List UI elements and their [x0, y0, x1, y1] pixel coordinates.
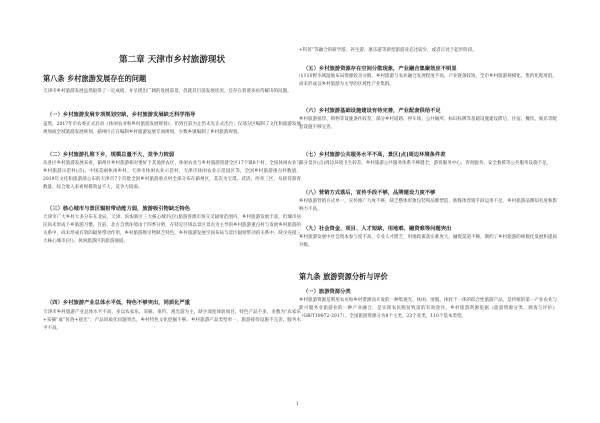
issue-5-title: （五）乡村旅游资源存在空间分散现象，产业融合集聚效应不明显: [303, 66, 457, 72]
issue-1-body: 虽然，2017年市农委正式启动《休闲农业和乡村旅游发展规划》，但到目前为止仍未见正式出台；仅部分区编制了文化和旅游发展规划或全域旅游发展规划，蓟州区正在编制乡村旅游发展专项规划，少数乡镇编制了乡村旅游规划。: [43, 122, 301, 136]
issue-4-body: 天津市乡村旅游产业总体水平不高，多以农家乐、采摘、垂钓、观光游为主，缺少深度体验项目，特色产品不多，多数为“农家乐+采摘”或“民俗+观光”，产品同质化问题突出，乡村特色文化挖掘不够。乡村旅游产品类型单一，旅游接待设施不完善，服务水平不高。: [43, 310, 301, 332]
issue-5-body: 山川田野水域湿地布局资源较为分散，乡村旅游与农业融合发展程度不高，产业链条较短，全市乡村旅游规模化、集约化程度低，尚未形成以乡村旅游为主导的区域性产业集群。: [299, 74, 557, 88]
issue-1-title: （一）乡村旅游发展专项规划空缺，乡村旅游发展缺乏科学指导: [47, 112, 196, 118]
continued-paragraph: +科普”等融合的研学游、养生游、康乐游等新型旅游业态比较少，或者正处于起步阶段。: [299, 48, 477, 53]
issue-7-body: 部分景区(点)周边环境卫生较差，乡村旅游公共服务体系不够健全，游客服务中心、咨询服务、安全救援等公共服务设施不足。: [299, 161, 552, 166]
issue-8-body: 乡村旅游营销方式单一，宣传推广力度不够，缺乏整体形象包装和品牌塑造，新媒体营销手段运用不足，乡村旅游品牌知名度和影响力不高。: [299, 199, 557, 213]
issue-6-title: （六）乡村旅游基础设施建设有待完善，产业配套供给不足: [303, 108, 441, 114]
issue-3-body: 天津市广大乡村大多分布在北辰、天津、滨海新区三大核心城市(区)旅游客源市场交叉辐射范围内，乡村旅游发展丰富，但城市居民尚未形成下乡旅游习惯。目前，北方自然环境由于四季分明，在特定区域以景区景点为主导的乡村旅游重点村与发展乡村旅游的关系中，尚未形成有效的辐射带动作用，乡村旅游吸引物缺乏特色。乡村旅游发展空间布局与景区辐射带动的关系中，缺少连接三大核心城市(区)、休闲旅游区的旅游通道。: [43, 215, 301, 245]
issue-7-title: （七）乡村旅游公共服务水平不高，景区(点)周边环境条件差: [303, 152, 446, 158]
issue-9-title: （九）社会资金、项目、人才短缺，用地难、融资难等问题突出: [303, 226, 452, 232]
resource-classification-body: 乡村旅游资源是利用农业和乡村资源而开发的一种集观光、休闲、度假、体验于一体的综合性旅游产品，是传统的第一产业农业与新兴服务业旅游业的一种产业融合，是实现农民脱贫致富的有效途径。乡村旅游资源依据《旅游资源分类、调查与评价》（GB/T18972-2017），全国旅游资源分为8个主类，23个亚类，110个基本类型。: [299, 298, 557, 320]
issue-2-body: 从各区乡村旅游发展来看，蓟州区乡村旅游相对要好于其他涉农区，休闲农业与乡村旅游创建全区17个镇8个村，全国休闲农业与乡村旅游示范村(点)、中国美丽休闲乡村。天津市休闲农业示范村，天津市休闲农业示范园区等，全国乡村旅游重点村数量，2019年文化和旅游部公布的天津市7个首批全国乡村旅游重点村全部分布在蓟州区，其次为宝坻、武清、西青三区，从接待游客数量、综合收入来看规模效益不大，竞争力较弱。: [43, 161, 301, 191]
resource-classification-title: （一）旅游资源分类: [303, 289, 351, 295]
issue-4-title: （四）乡村旅游产业总体水平低，特色不够突出，同质化严重: [47, 300, 191, 306]
intro-paragraph: 天津市乡村旅游发展虽然取得了一定成绩，并呈现出广阔的发展前景，但就其目前发展状况，还存在着诸多亟待解决的问题。: [43, 89, 292, 94]
page-number: 1: [296, 402, 299, 407]
chapter-title: 第二章 天津市乡村旅游现状: [118, 55, 226, 65]
issue-8-title: （八）营销方式落后，宣传手段不够，品牌建设力度不够: [303, 190, 436, 196]
section-heading-8: 第八条 乡村旅游发展存在的问题: [43, 74, 147, 83]
issue-3-title: （三）核心城市与景区辐射带动能力弱，旅游吸引物缺乏特色: [47, 206, 191, 212]
issue-2-title: （二）乡村旅游扎堆下乡，规模总量不大，竞争力较弱: [47, 152, 175, 158]
issue-9-body: 乡村旅游发展中社会资本参与度不高，专业人才匮乏，用地政策落实难度大，融资渠道不畅，制约了乡村旅游的规模化发展和提质升级。: [299, 235, 557, 249]
section-heading-9: 第九条 旅游资源分析与评价: [299, 272, 388, 281]
issue-6-body: 乡村旅游接待、购物等设施条件较差，部分乡村道路、停车场、公共厕所、标识标牌等基础设施建设滞后，住宿、餐饮、娱乐等配套设施不够完善。: [299, 117, 557, 131]
